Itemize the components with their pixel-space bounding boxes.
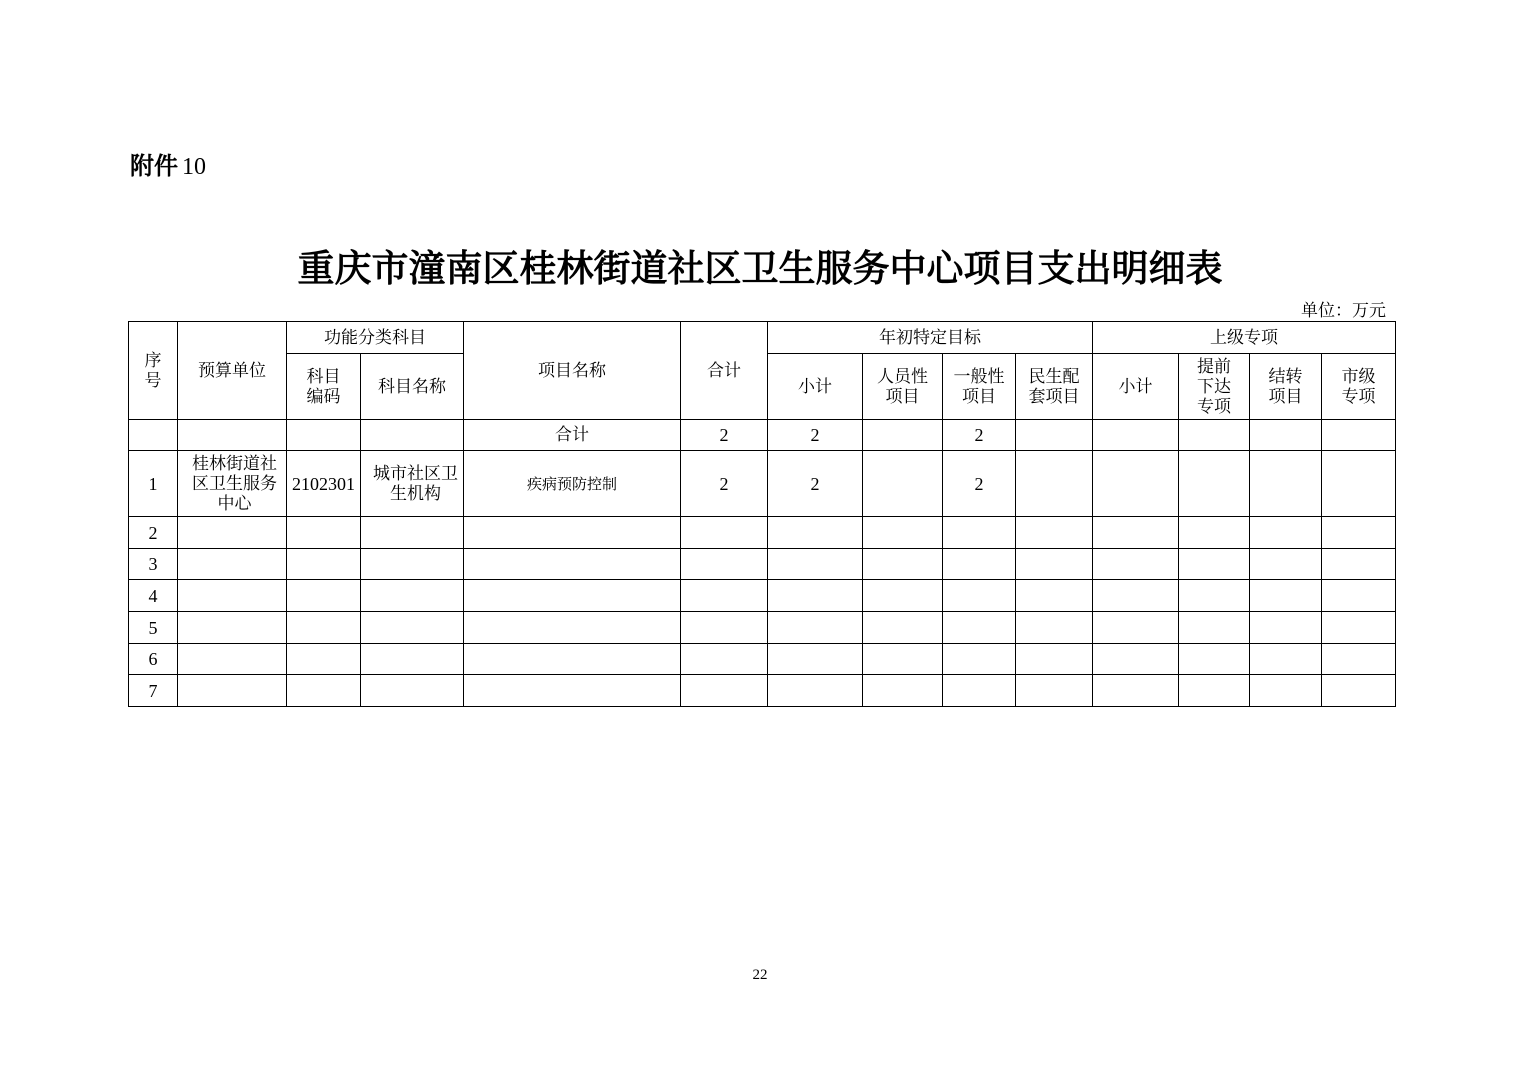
header-superior-subtotal: 小计 [1093, 354, 1179, 420]
empty-cell [863, 549, 943, 580]
empty-cell [361, 549, 464, 580]
header-target-subtotal: 小计 [768, 354, 863, 420]
empty-cell [464, 580, 681, 612]
attachment-number: 10 [182, 154, 206, 180]
empty-cell [464, 644, 681, 675]
empty-cell [1093, 644, 1179, 675]
empty-cell [863, 517, 943, 549]
empty-cell [1016, 517, 1093, 549]
empty-cell [768, 549, 863, 580]
empty-cell [768, 517, 863, 549]
empty-cell [178, 675, 287, 707]
empty-cell [1093, 517, 1179, 549]
empty-cell [287, 675, 361, 707]
header-general: 一般性项目 [943, 354, 1016, 420]
row-seq: 1 [129, 451, 178, 517]
header-subject-code: 科目编码 [287, 354, 361, 420]
total-general: 2 [943, 420, 1016, 451]
row-seq: 6 [129, 644, 178, 675]
row-general: 2 [943, 451, 1016, 517]
empty-cell [361, 580, 464, 612]
empty-cell [1179, 675, 1250, 707]
empty-cell [1016, 612, 1093, 644]
empty-cell [464, 549, 681, 580]
row-subject-code: 2102301 [287, 451, 361, 517]
row-seq: 4 [129, 580, 178, 612]
empty-cell [1016, 580, 1093, 612]
header-total: 合计 [681, 322, 768, 420]
empty-cell [1250, 644, 1322, 675]
total-row [129, 420, 1396, 451]
empty-cell [681, 580, 768, 612]
empty-cell [681, 675, 768, 707]
page-title: 重庆市潼南区桂林街道社区卫生服务中心项目支出明细表 [297, 246, 1223, 290]
header-row-1 [129, 322, 1396, 354]
header-unit-name: 预算单位 [178, 322, 287, 420]
empty-cell [287, 549, 361, 580]
header-superior-group: 上级专项 [1093, 322, 1396, 354]
total-target-subtotal: 2 [768, 420, 863, 451]
header-city: 市级专项 [1322, 354, 1396, 420]
empty-cell [768, 675, 863, 707]
empty-cell [1016, 644, 1093, 675]
empty-cell [1250, 612, 1322, 644]
page-number: 22 [752, 967, 768, 983]
table-row [129, 517, 1396, 549]
empty-cell [1322, 580, 1396, 612]
empty-cell [1322, 612, 1396, 644]
attachment-text: 附件 [130, 152, 178, 180]
attachment-label [130, 146, 206, 181]
empty-cell [361, 517, 464, 549]
empty-cell [768, 580, 863, 612]
row-subject-name: 城市社区卫生机构 [361, 451, 464, 517]
empty-cell [1250, 580, 1322, 612]
empty-cell [178, 612, 287, 644]
empty-cell [1093, 612, 1179, 644]
empty-cell [1322, 549, 1396, 580]
empty-cell [1322, 675, 1396, 707]
table-row [129, 451, 1396, 517]
header-project-name: 项目名称 [464, 322, 681, 420]
header-seq: 序号 [129, 322, 178, 420]
row-unit-name: 桂林街道社区卫生服务中心 [178, 451, 287, 517]
empty-cell [1016, 675, 1093, 707]
table-row [129, 644, 1396, 675]
empty-cell [681, 517, 768, 549]
empty-cell [178, 580, 287, 612]
empty-cell [1250, 675, 1322, 707]
empty-cell [178, 549, 287, 580]
empty-cell [361, 644, 464, 675]
empty-cell [681, 644, 768, 675]
table-row [129, 580, 1396, 612]
empty-cell [943, 549, 1016, 580]
empty-cell [287, 612, 361, 644]
empty-cell [1179, 580, 1250, 612]
table-row [129, 549, 1396, 580]
empty-cell [287, 517, 361, 549]
row-total: 2 [681, 451, 768, 517]
header-livelihood: 民生配套项目 [1016, 354, 1093, 420]
empty-cell [681, 612, 768, 644]
empty-cell [178, 517, 287, 549]
empty-cell [1093, 675, 1179, 707]
row-seq: 2 [129, 517, 178, 549]
unit-label: 单位：万元 [1301, 301, 1386, 321]
empty-cell [1179, 644, 1250, 675]
row-seq: 5 [129, 612, 178, 644]
empty-cell [1179, 517, 1250, 549]
row-project-name: 疾病预防控制 [464, 451, 681, 517]
empty-cell [863, 612, 943, 644]
empty-cell [768, 644, 863, 675]
header-personnel: 人员性项目 [863, 354, 943, 420]
total-label: 合计 [464, 420, 681, 451]
empty-cell [943, 580, 1016, 612]
empty-cell [287, 644, 361, 675]
row-target-subtotal: 2 [768, 451, 863, 517]
empty-cell [863, 675, 943, 707]
empty-cell [1250, 549, 1322, 580]
total-amount: 2 [681, 420, 768, 451]
header-advance: 提前下达专项 [1179, 354, 1250, 420]
empty-cell [464, 675, 681, 707]
empty-cell [287, 580, 361, 612]
table-row [129, 675, 1396, 707]
table-row [129, 612, 1396, 644]
empty-cell [943, 644, 1016, 675]
empty-cell [863, 644, 943, 675]
empty-cell [178, 644, 287, 675]
empty-cell [768, 612, 863, 644]
empty-cell [863, 580, 943, 612]
header-target-group: 年初特定目标 [768, 322, 1093, 354]
empty-cell [943, 517, 1016, 549]
expenditure-table [128, 321, 1396, 707]
empty-cell [1093, 580, 1179, 612]
empty-cell [1016, 549, 1093, 580]
empty-cell [1250, 517, 1322, 549]
empty-cell [1093, 549, 1179, 580]
empty-cell [464, 612, 681, 644]
empty-cell [361, 612, 464, 644]
row-seq: 3 [129, 549, 178, 580]
row-seq: 7 [129, 675, 178, 707]
empty-cell [681, 549, 768, 580]
empty-cell [1179, 612, 1250, 644]
empty-cell [1322, 644, 1396, 675]
empty-cell [1179, 549, 1250, 580]
header-function-group: 功能分类科目 [287, 322, 464, 354]
empty-cell [464, 517, 681, 549]
header-subject-name: 科目名称 [361, 354, 464, 420]
empty-cell [943, 675, 1016, 707]
empty-cell [1322, 517, 1396, 549]
empty-cell [943, 612, 1016, 644]
header-carryover: 结转项目 [1250, 354, 1322, 420]
empty-cell [361, 675, 464, 707]
